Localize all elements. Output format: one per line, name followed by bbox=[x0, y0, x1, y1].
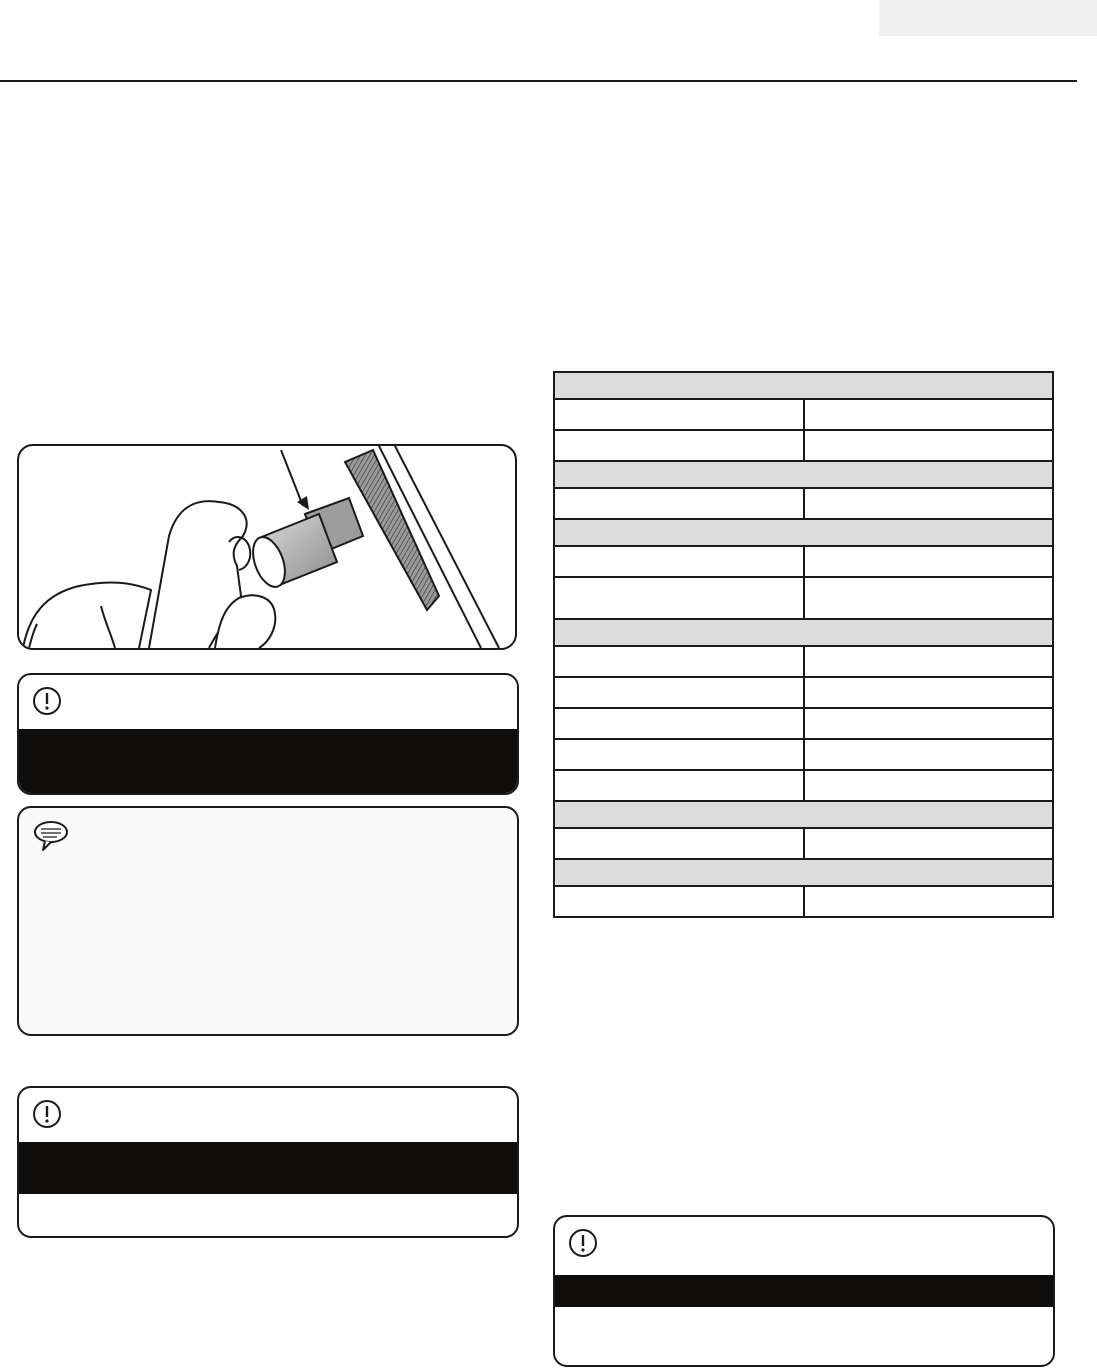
warning-callout-header bbox=[555, 1217, 1053, 1275]
table-row bbox=[554, 646, 1053, 677]
table-row bbox=[554, 739, 1053, 770]
warning-callout-header bbox=[19, 1088, 517, 1142]
table-row bbox=[554, 708, 1053, 739]
warning-callout bbox=[17, 673, 519, 795]
table-section-header bbox=[554, 461, 1053, 488]
exclamation-circle-icon bbox=[567, 1227, 599, 1259]
table-row bbox=[554, 828, 1053, 859]
table-row bbox=[554, 577, 1053, 619]
note-callout bbox=[17, 806, 519, 1036]
table-row bbox=[554, 488, 1053, 519]
installation-illustration bbox=[17, 444, 517, 650]
table-section-header bbox=[554, 372, 1053, 399]
pointer-arrowhead bbox=[297, 496, 309, 510]
table-section-header bbox=[554, 801, 1053, 828]
warning-callout-band bbox=[19, 729, 517, 795]
speech-bubble-icon bbox=[31, 818, 71, 854]
header-rule bbox=[0, 80, 1077, 82]
warning-callout bbox=[17, 1086, 519, 1238]
table-row bbox=[554, 770, 1053, 801]
table-section-header bbox=[554, 619, 1053, 646]
warning-callout bbox=[553, 1215, 1055, 1367]
header-tab bbox=[879, 0, 1097, 36]
pointer-arrow bbox=[281, 450, 303, 506]
exclamation-circle-icon bbox=[31, 1098, 63, 1130]
table-row bbox=[554, 886, 1053, 917]
exclamation-circle-icon bbox=[31, 685, 63, 717]
warning-callout-header bbox=[19, 675, 517, 729]
table-row bbox=[554, 677, 1053, 708]
table-section-header bbox=[554, 859, 1053, 886]
note-callout-header bbox=[19, 808, 517, 862]
installation-illustration-drawing bbox=[19, 446, 515, 648]
table-row bbox=[554, 399, 1053, 430]
warning-callout-band bbox=[555, 1275, 1053, 1307]
table-row bbox=[554, 546, 1053, 577]
table-row bbox=[554, 430, 1053, 461]
table-section-header bbox=[554, 519, 1053, 546]
specs-table bbox=[553, 371, 1054, 918]
warning-callout-band bbox=[19, 1142, 517, 1194]
palm-outline bbox=[23, 583, 151, 648]
